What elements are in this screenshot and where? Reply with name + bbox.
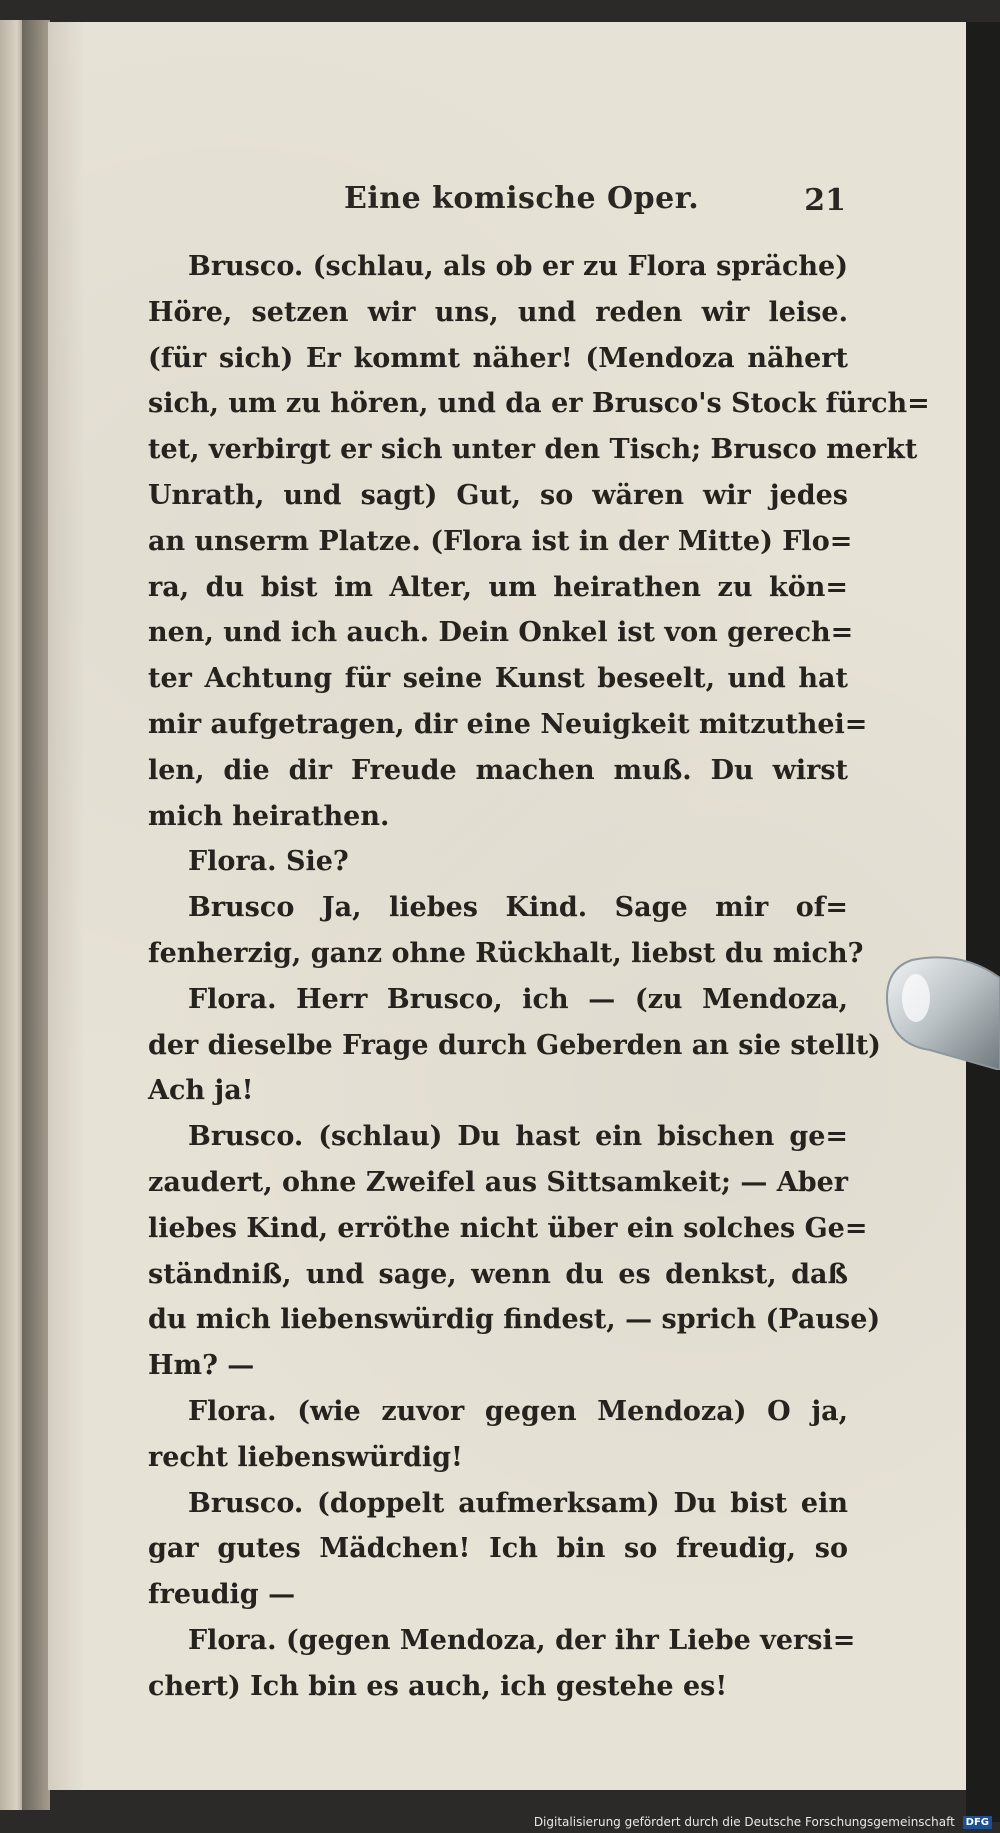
text-line: chert) Ich bin es auch, ich gestehe es!: [148, 1670, 728, 1702]
page-body: [148, 244, 930, 1710]
text-line: Brusco Ja, liebes Kind. Sage mir of=: [188, 892, 848, 924]
text-line: nen, und ich auch. Dein Onkel ist von gerech=: [148, 617, 854, 649]
text-line: recht liebenswürdig!: [148, 1441, 463, 1473]
text-line: du mich liebenswürdig findest, — sprich (Pause): [148, 1304, 881, 1336]
text-line: mir aufgetragen, dir eine Neuigkeit mitzuthei=: [148, 708, 868, 740]
text-line: Flora. Herr Brusco, ich — (zu Mendoza,: [188, 983, 848, 1015]
text-line: sich, um zu hören, und da er Brusco's Stock fürch=: [148, 388, 930, 420]
text-line: ter Achtung für seine Kunst beseelt, und hat: [148, 663, 848, 695]
text-line: freudig —: [148, 1579, 296, 1611]
text-line: ständniß, und sage, wenn du es denkst, daß: [148, 1258, 848, 1290]
page-number: 21: [804, 183, 846, 218]
text-line: len, die dir Freude machen muß. Du wirst: [148, 754, 848, 786]
text-line: Ach ja!: [148, 1075, 254, 1107]
page-header: [146, 181, 846, 231]
text-line: Höre, setzen wir uns, und reden wir leise.: [148, 296, 848, 328]
text-line: (für sich) Er kommt näher! (Mendoza nähert: [148, 342, 848, 374]
text-line: fenherzig, ganz ohne Rückhalt, liebst du mich?: [148, 937, 864, 969]
text-line: Brusco. (doppelt aufmerksam) Du bist ein: [188, 1487, 848, 1519]
text-line: gar gutes Mädchen! Ich bin so freudig, so: [148, 1533, 848, 1565]
running-title: Eine komische Oper.: [344, 181, 700, 216]
text-line: Brusco. (schlau) Du hast ein bischen ge=: [188, 1121, 848, 1153]
text-line: liebes Kind, erröthe nicht über ein solches Ge=: [148, 1212, 868, 1244]
text-line: an unserm Platze. (Flora ist in der Mitte) Flo=: [148, 525, 853, 557]
right-page-edge: [966, 22, 1000, 1822]
text-line: ra, du bist im Alter, um heirathen zu kön=: [148, 571, 848, 603]
text-line: zaudert, ohne Zweifel aus Sittsamkeit; — Aber: [148, 1166, 848, 1198]
text-line: Hm? —: [148, 1350, 255, 1382]
text-line: der dieselbe Frage durch Geberden an sie stellt): [148, 1029, 881, 1061]
text-line: Flora. (wie zuvor gegen Mendoza) O ja,: [188, 1395, 848, 1427]
book-gutter: [22, 20, 50, 1810]
text-line: mich heirathen.: [148, 800, 390, 832]
page-clip: [882, 950, 1000, 1070]
text-line: Flora. (gegen Mendoza, der ihr Liebe versi=: [188, 1624, 856, 1656]
digitization-credit: [534, 1815, 992, 1829]
text-line: Flora. Sie?: [188, 846, 349, 878]
dfg-logo: DFG: [963, 1816, 992, 1829]
text-line: tet, verbirgt er sich unter den Tisch; Brusco merkt: [148, 434, 918, 466]
text-line: Unrath, und sagt) Gut, so wären wir jedes: [148, 479, 848, 511]
text-line: Brusco. (schlau, als ob er zu Flora spräche): [188, 251, 848, 282]
credit-text: Digitalisierung gefördert durch die Deutsche Forschungsgemeinschaft: [533, 1815, 955, 1829]
